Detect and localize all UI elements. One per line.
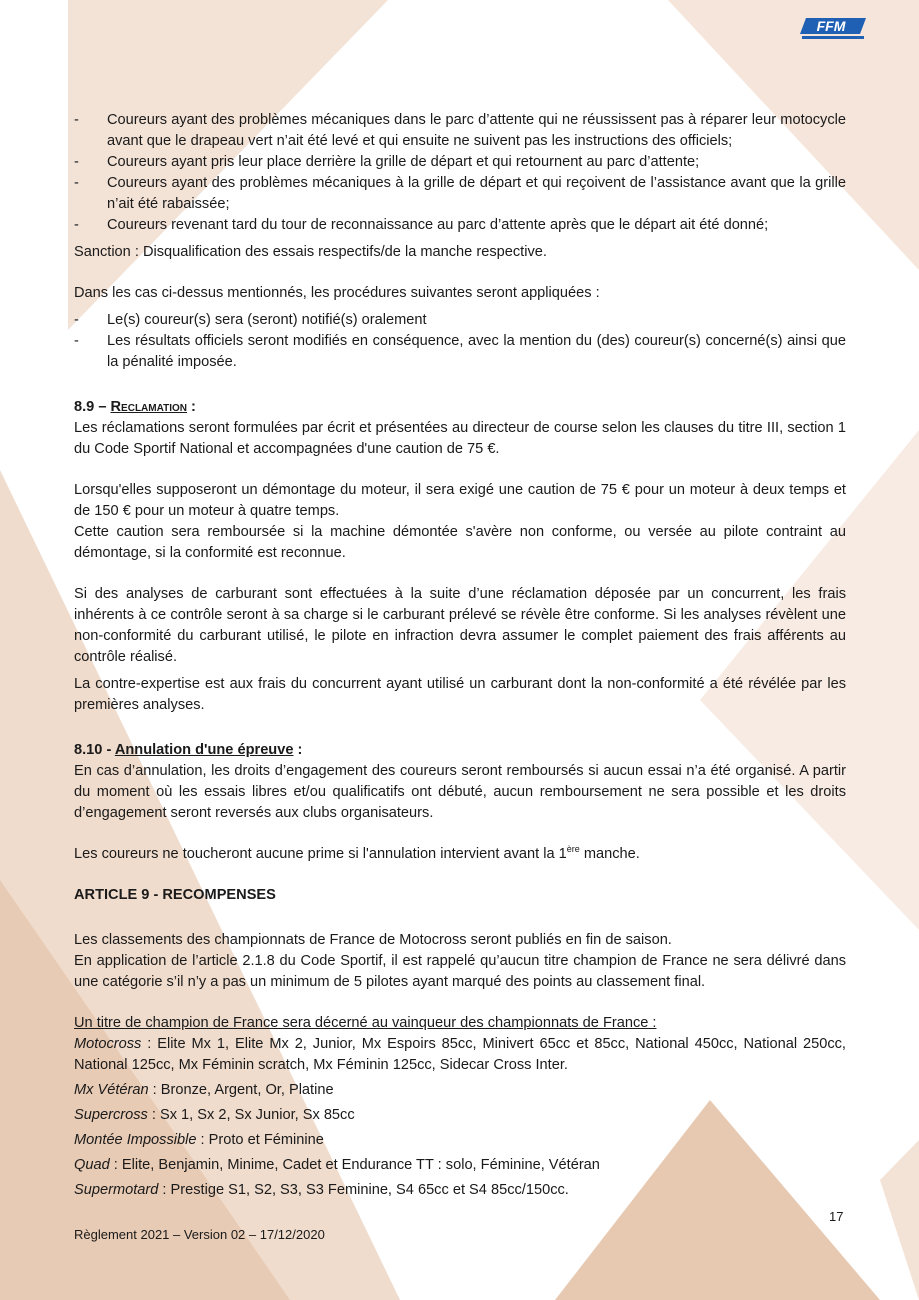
svg-text:FFM: FFM	[816, 18, 846, 34]
category-line: Motocross : Elite Mx 1, Elite Mx 2, Junior, Mx Espoirs 85cc, Minivert 65cc et 85cc, National 450cc, National 250cc, National 125cc, Mx Féminin scratch, Mx Féminin 125cc, Sidecar Cross Inter.	[74, 1036, 846, 1073]
category-line: Quad : Elite, Benjamin, Minime, Cadet et Endurance TT : solo, Féminine, Vétéran	[74, 1157, 600, 1173]
section-8-10-heading: 8.10 - Annulation d'une épreuve :	[74, 742, 303, 758]
category-line: Mx Vétéran : Bronze, Argent, Or, Platine	[74, 1082, 334, 1098]
champion-title-intro: Un titre de champion de France sera décerné au vainqueur des championnats de France :	[74, 1015, 657, 1031]
list-item: - Les résultats officiels seront modifiés en conséquence, avec la mention du (des) coureur(s) concerné(s) ainsi que la pénalité imposée.	[74, 331, 846, 373]
infractions-list	[74, 110, 846, 236]
paragraph: La contre-expertise est aux frais du concurrent ayant utilisé un carburant dont la non-conformité a été révélée par les premières analyses.	[74, 676, 846, 713]
category-line: Supermotard : Prestige S1, S2, S3, S3 Feminine, S4 65cc et S4 85cc/150cc.	[74, 1182, 569, 1198]
page-number: 17	[829, 1209, 844, 1224]
procedures-list	[74, 310, 846, 373]
paragraph: Les coureurs ne toucheront aucune prime si l'annulation intervient avant la 1ère manche.	[74, 844, 640, 862]
list-item: - Coureurs ayant pris leur place derrière la grille de départ et qui retournent au parc d’attente;	[74, 152, 846, 173]
section-8-9-title: Reclamation	[110, 399, 187, 415]
paragraph: En application de l’article 2.1.8 du Code Sportif, il est rappelé qu’aucun titre champion de France ne sera délivré dans une catégorie s’il n’y a pas un minimum de 5 pilotes ayant marqué des points au classement final.	[74, 953, 846, 990]
list-item: - Le(s) coureur(s) sera (seront) notifié(s) oralement	[74, 310, 846, 331]
paragraph: Les réclamations seront formulées par écrit et présentées au directeur de course selon les clauses du titre III, section 1 du Code Sportif National et accompagnées d'une caution de 75 €.	[74, 420, 846, 457]
paragraph: Lorsqu'elles supposeront un démontage du moteur, il sera exigé une caution de 75 € pour un moteur à deux temps et de 150 € pour un moteur à quatre temps.	[74, 482, 846, 519]
ffm-logo-icon	[800, 16, 870, 42]
sanction-text: Sanction : Disqualification des essais respectifs/de la manche respective.	[74, 244, 547, 260]
category-line: Supercross : Sx 1, Sx 2, Sx Junior, Sx 85cc	[74, 1107, 355, 1123]
list-item: - Coureurs ayant des problèmes mécaniques dans le parc d’attente qui ne réussissent pas à réparer leur motocycle avant que le drapeau vert n’ait été levé et qui ensuite ne suivent pas les instructions des officiels;	[74, 110, 846, 152]
list-item: - Coureurs revenant tard du tour de reconnaissance au parc d’attente après que le départ ait été donné;	[74, 215, 846, 236]
bottom-right-light	[880, 1140, 919, 1300]
document-body	[74, 110, 846, 1205]
category-line: Montée Impossible : Proto et Féminine	[74, 1132, 324, 1148]
paragraph: En cas d’annulation, les droits d’engagement des coureurs seront remboursés si aucun essai n’a été organisé. A partir du moment où les essais libres et/ou qualificatifs ont débuté, aucun remboursement ne sera possible et les droits d’engagement seront reversés aux clubs organisateurs.	[74, 763, 846, 821]
article-9-heading: ARTICLE 9 - RECOMPENSES	[74, 887, 276, 903]
footer-text: Règlement 2021 – Version 02 – 17/12/2020	[74, 1227, 325, 1242]
procedures-intro: Dans les cas ci-dessus mentionnés, les procédures suivantes seront appliquées :	[74, 285, 600, 301]
paragraph: Les classements des championnats de France de Motocross seront publiés en fin de saison.	[74, 932, 672, 948]
paragraph: Si des analyses de carburant sont effectuées à la suite d’une réclamation déposée par un concurrent, les frais inhérents à ce contrôle seront à sa charge si le carburant prélevé se révèle être conforme. Si les analyses révèlent une non-conformité du carburant utilisé, le pilote en infraction devra assumer le complet paiement des frais afférents au contrôle réalisé.	[74, 586, 846, 665]
section-8-9-heading: 8.9 – Reclamation :	[74, 399, 196, 415]
paragraph: Cette caution sera remboursée si la machine démontée s'avère non conforme, ou versée au pilote contraint au démontage, si la conformité est reconnue.	[74, 524, 846, 561]
list-item: - Coureurs ayant des problèmes mécaniques à la grille de départ et qui reçoivent de l’assistance avant que la grille n’ait été rabaissée;	[74, 173, 846, 215]
section-8-10-title: Annulation d'une épreuve	[114, 742, 294, 758]
ffm-logo	[800, 16, 870, 42]
